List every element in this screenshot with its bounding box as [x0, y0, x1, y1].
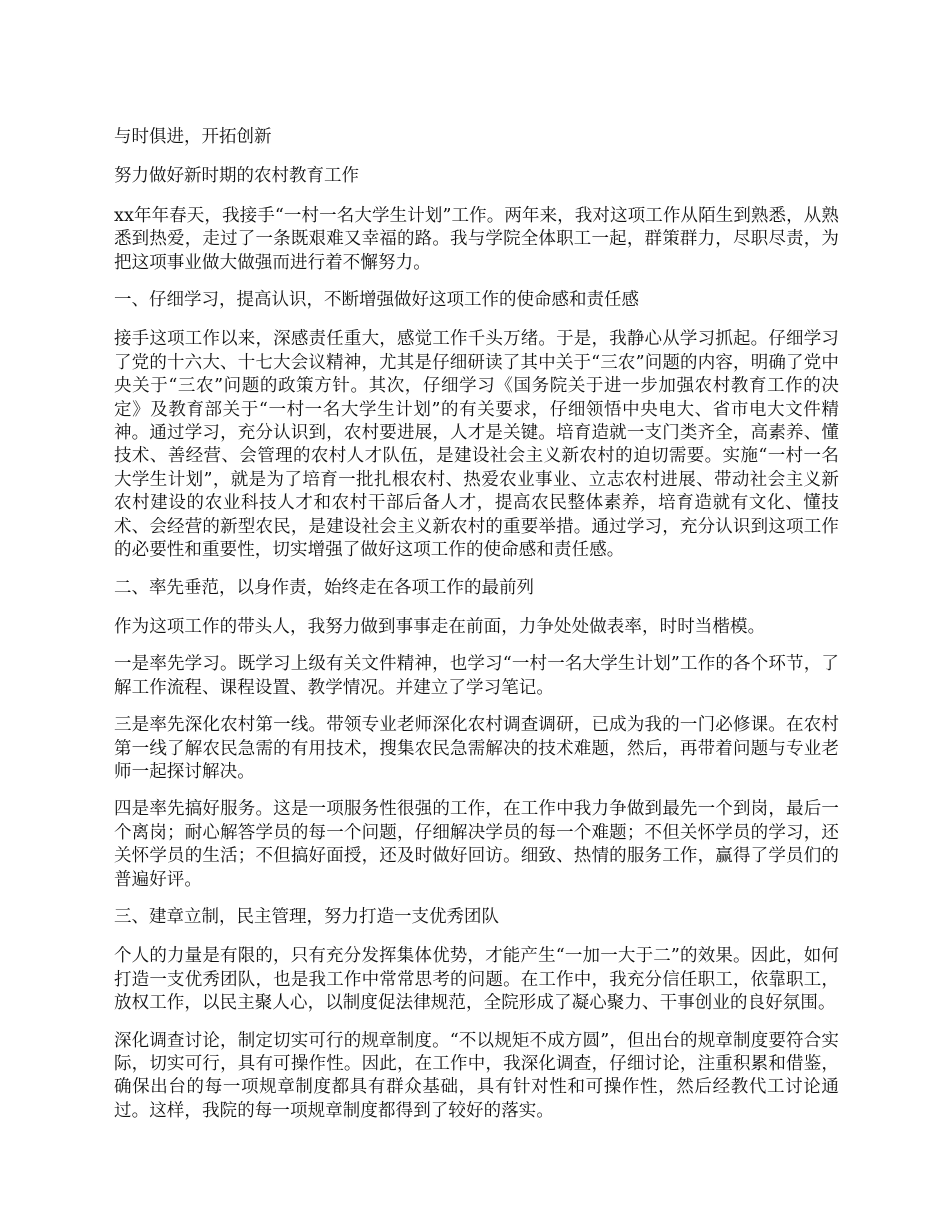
paragraph-study: 接手这项工作以来，深感责任重大，感觉工作千头万绪。于是，我静心从学习抓起。仔细学习了党的十六大、十七大会议精神，尤其是仔细研读了其中关于“三农”问题的内容，明确了党中央关于“三农”问题的政策方针。其次，仔细学习《国务院关于进一步加强农村教育工作的决定》及教育部关于“一村一名大学生计划”的有关要求，仔细领悟中央电大、省市电大文件精神。通过学习，充分认识到，农村要进展，人才是关键。培育造就一支门类齐全，高素养、懂技术、善经营、会管理的农村人才队伍，是建设社会主义新农村的迫切需要。实施“一村一名大学生计划”，就是为了培育一批扎根农村、热爱农业事业、立志农村进展、带动社会主义新农村建设的农业科技人才和农村干部后备人才，提高农民整体素养，培育造就有文化、懂技术、会经营的新型农民，是建设社会主义新农村的重要举措。通过学习，充分认识到这项工作的必要性和重要性，切实增强了做好这项工作的使命感和责任感。	[114, 329, 839, 561]
document-title: 与时俱进，开拓创新	[114, 127, 272, 147]
section-heading-2: 二、率先垂范，以身作责，始终走在各项工作的最前列	[114, 577, 534, 598]
document-page	[114, 126, 839, 1137]
section-heading-3: 三、建章立制，民主管理，努力打造一支优秀团队	[114, 906, 499, 927]
paragraph-team: 个人的力量是有限的，只有充分发挥集体优势，才能产生“一加一大于二”的效果。因此，如何打造一支优秀团队，也是我工作中常常思考的问题。在工作中，我充分信任职工，依靠职工，放权工作，以民主聚人心，以制度促法律规范，全院形成了凝心聚力、干事创业的良好氛围。	[114, 946, 839, 1014]
document-subtitle: 努力做好新时期的农村教育工作	[114, 166, 359, 187]
section-heading-1: 一、仔细学习，提高认识，不断增强做好这项工作的使命感和责任感	[114, 290, 639, 311]
paragraph-leader: 作为这项工作的带头人，我努力做到事事走在前面，力争处处做表率，时时当楷模。	[114, 616, 766, 637]
paragraph-intro: xx年年春天，我接手“一村一名大学生计划”工作。两年来，我对这项工作从陌生到熟悉，从熟悉到热爱，走过了一条既艰难又幸福的路。我与学院全体职工一起，群策群力，尽职尽责，为把这项事业做大做强而进行着不懈努力。	[114, 205, 839, 273]
paragraph-rules: 深化调查讨论，制定切实可行的规章制度。“不以规矩不成方圆”，但出台的规章制度要符合实际，切实可行，具有可操作性。因此，在工作中，我深化调查，仔细讨论，注重积累和借鉴，确保出台的每一项规章制度都具有群众基础，具有针对性和可操作性，然后经教代工讨论通过。这样，我院的每一项规章制度都得到了较好的落实。	[114, 1030, 839, 1121]
paragraph-point-1: 一是率先学习。既学习上级有关文件精神，也学习“一村一名大学生计划”工作的各个环节，了解工作流程、课程设置、教学情况。并建立了学习笔记。	[114, 654, 839, 698]
paragraph-point-4: 四是率先搞好服务。这是一项服务性很强的工作，在工作中我力争做到最先一个到岗，最后一个离岗；耐心解答学员的每一个问题，仔细解决学员的每一个难题；不但关怀学员的学习，还关怀学员的生活；不但搞好面授，还及时做好回访。细致、热情的服务工作，赢得了学员们的普遍好评。	[114, 799, 839, 890]
paragraph-point-3: 三是率先深化农村第一线。带领专业老师深化农村调查调研，已成为我的一门必修课。在农村第一线了解农民急需的有用技术，搜集农民急需解决的技术难题，然后，再带着问题与专业老师一起探讨解决。	[114, 715, 839, 782]
